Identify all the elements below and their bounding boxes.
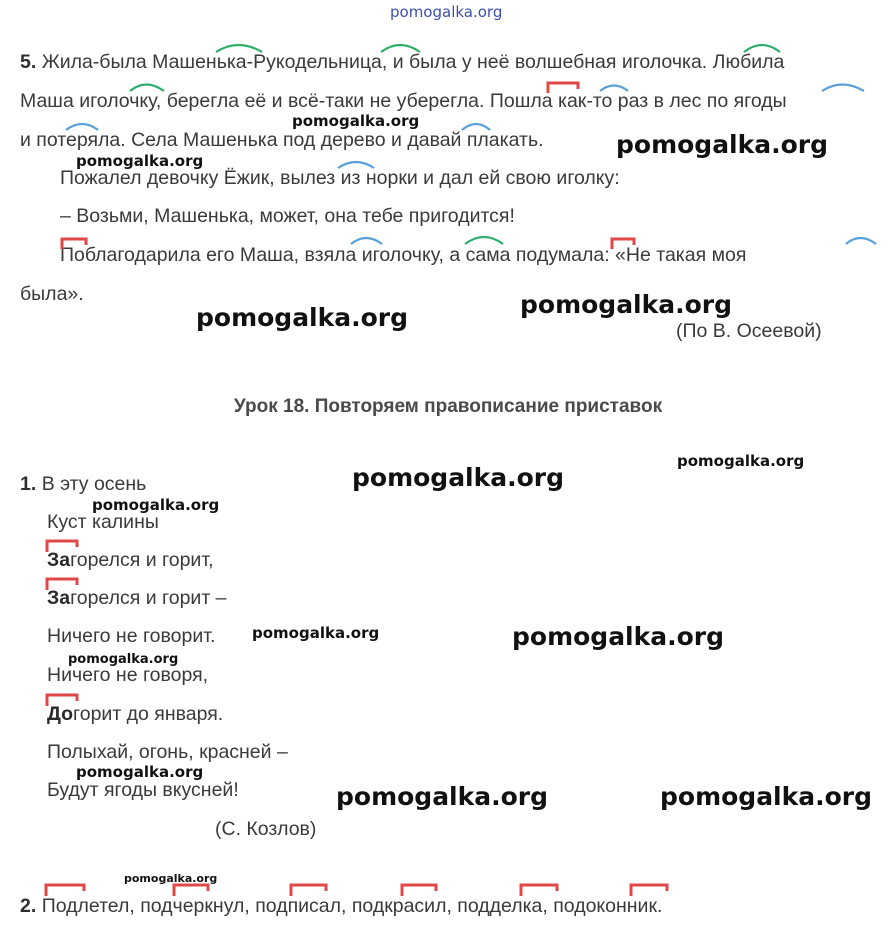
- ex5-line-4: Пожалел девочку Ёжик, вылез из норки и дал ей свою иголку:: [60, 167, 620, 189]
- watermark: pomogalka.org: [512, 622, 725, 651]
- ex2-text: Подлетел, подчеркнул, подписал, подкрасил, подделка, подоконник.: [41, 895, 663, 917]
- ex1-line-3: [47, 548, 214, 572]
- watermark: pomogalka.org: [352, 463, 565, 492]
- ex1-line-4: [47, 586, 227, 610]
- ex2-number: 2.: [20, 895, 37, 917]
- watermark-top: pomogalka.org: [390, 3, 503, 21]
- ex1-author: (С. Козлов): [215, 818, 317, 840]
- watermark: pomogalka.org: [252, 624, 380, 642]
- ex1-text-4: горелся и горит –: [70, 587, 227, 609]
- ex1-number: 1.: [20, 473, 37, 495]
- ex5-line-7: была».: [20, 283, 84, 305]
- ex1-line-7: [47, 702, 223, 726]
- suffix-mark: [822, 85, 864, 92]
- watermark: pomogalka.org: [124, 872, 218, 885]
- ex5-line-1: [20, 50, 784, 74]
- watermark: pomogalka.org: [336, 782, 549, 811]
- suffix-mark: [846, 238, 876, 244]
- ex1-text-3: горелся и горит,: [70, 549, 214, 571]
- watermark: pomogalka.org: [677, 452, 805, 470]
- ex1-line-5: Ничего не говорит.: [47, 625, 216, 647]
- watermark: pomogalka.org: [292, 112, 420, 130]
- lesson-title: Урок 18. Повторяем правописание приставок: [233, 396, 663, 417]
- watermark: pomogalka.org: [196, 303, 409, 332]
- ex5-line-3: и потеряла. Села Машенька под дерево и давай плакать.: [20, 129, 544, 151]
- ex1-line-1: [20, 472, 146, 496]
- ex5-number: 5.: [20, 51, 37, 73]
- watermark: pomogalka.org: [616, 130, 829, 159]
- prefix-za-1: За: [47, 549, 71, 571]
- ex5-line-2: Маша иголочку, берегла её и всё-таки не уберегла. Пошла как-то раз в лес по ягоды: [20, 90, 787, 112]
- prefix-za-2: За: [47, 587, 71, 609]
- ex1-line-9: Будут ягоды вкусней!: [47, 779, 239, 801]
- watermark: pomogalka.org: [520, 290, 733, 319]
- watermark: pomogalka.org: [92, 496, 220, 514]
- watermark: pomogalka.org: [76, 763, 204, 781]
- ex5-author: (По В. Осеевой): [676, 320, 822, 342]
- ex1-text-7: горит до января.: [73, 703, 224, 725]
- ex1-line-6: Ничего не говоря,: [47, 664, 209, 686]
- ex5-line-6: Поблагодарила его Маша, взяла иголочку, а сама подумала: «Не такая моя: [60, 244, 747, 266]
- watermark: pomogalka.org: [76, 152, 204, 170]
- ex5-line-5: – Возьми, Машенька, может, она тебе пригодится!: [60, 205, 515, 227]
- ex1-text-1: В эту осень: [41, 473, 147, 495]
- watermark: pomogalka.org: [660, 782, 873, 811]
- ex5-text-1: Жила-была Машенька-Рукодельница, и была у неё волшебная иголочка. Любила: [41, 51, 785, 73]
- ex2-line: [20, 894, 662, 918]
- prefix-do: До: [47, 703, 74, 725]
- ex1-line-8: Полыхай, огонь, красней –: [47, 741, 288, 763]
- watermark: pomogalka.org: [68, 652, 179, 667]
- ex1-line-2: Куст калины: [47, 511, 159, 533]
